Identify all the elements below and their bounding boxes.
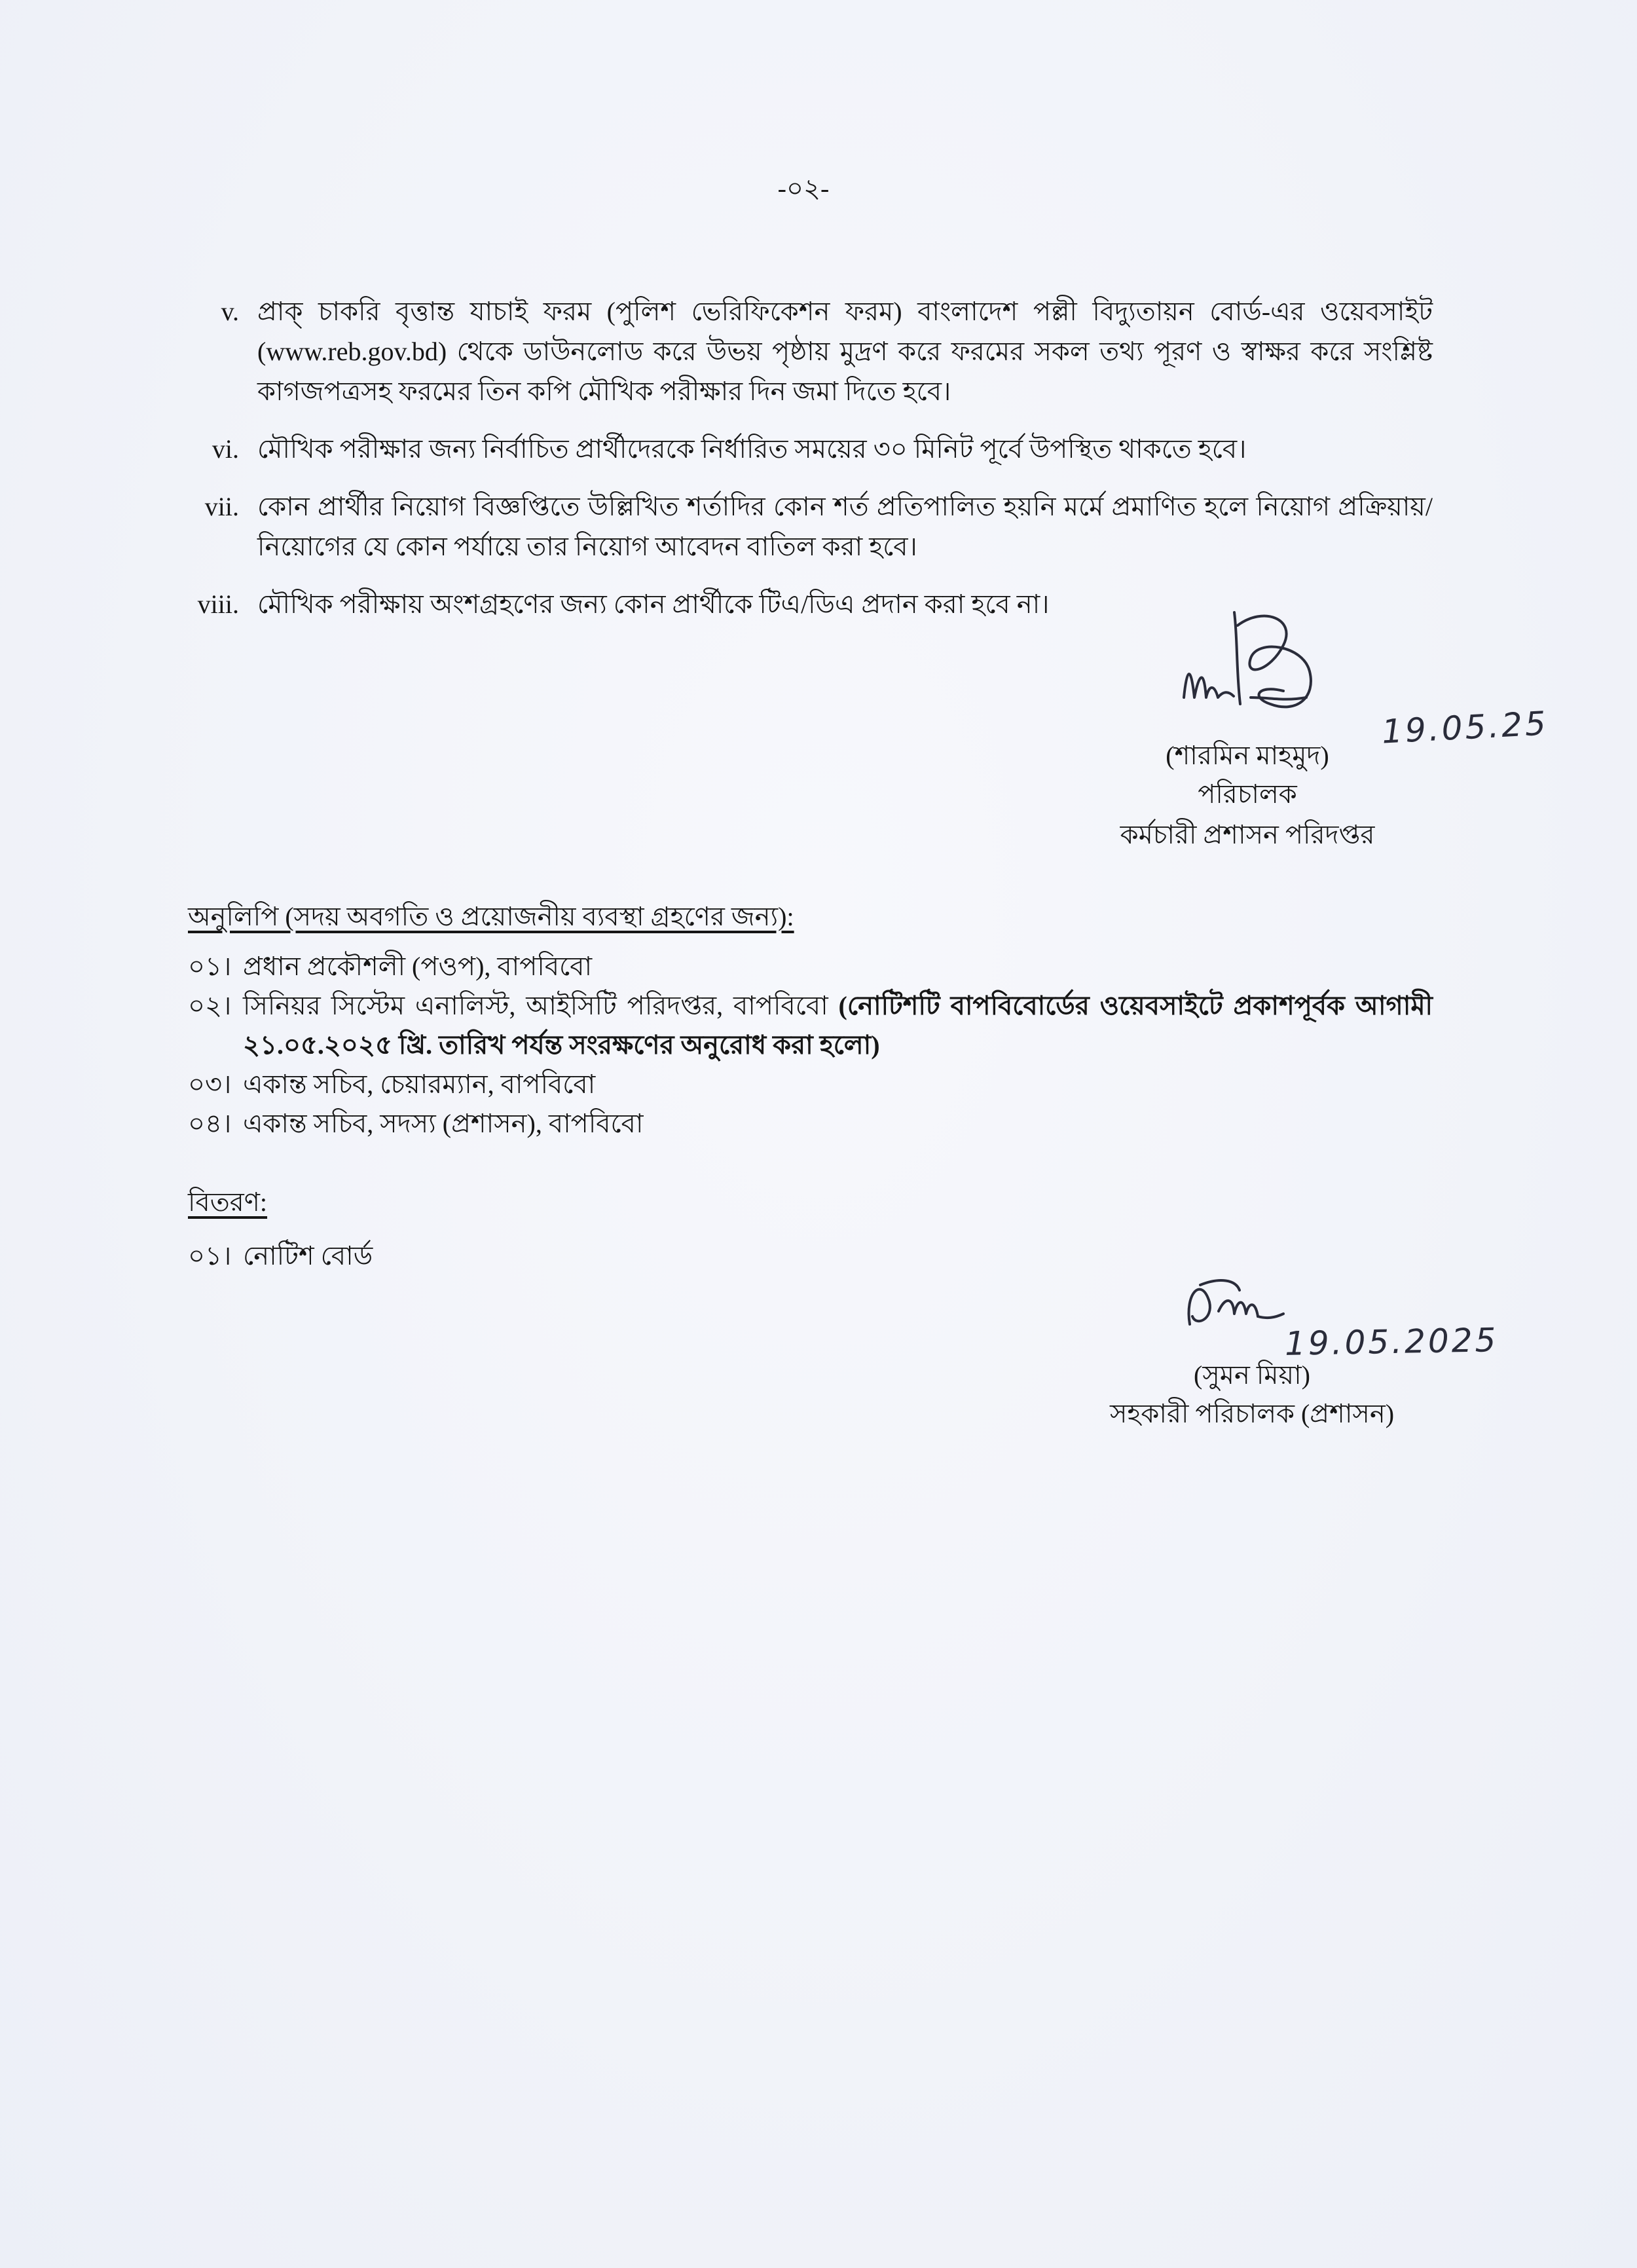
signature-date: 19.05.2025 <box>1284 1321 1499 1363</box>
requirement-text: কোন প্রার্থীর নিয়োগ বিজ্ঞপ্তিতে উল্লিখিত শর্তাদির কোন শর্ত প্রতিপালিত হয়নি মর্মে প্রমাণিত হলে নিয়োগ প্রক্রিয়ায়/ নিয়োগের যে কোন পর্যায়ে তার নিয়োগ আবেদন বাতিল করা হবে। <box>257 492 1433 561</box>
requirement-number: viii. <box>197 589 239 619</box>
requirement-item <box>164 291 1433 411</box>
signatory-designation: সহকারী পরিচালক (প্রশাসন) <box>1109 1399 1395 1428</box>
list-text: সিনিয়র সিস্টেম এনালিস্ট, আইসিটি পরিদপ্তর, বাপবিবো <box>243 991 828 1020</box>
requirement-number: vii. <box>204 492 239 521</box>
requirement-item <box>164 429 1433 469</box>
list-text: নোটিশ বোর্ড <box>243 1241 373 1271</box>
list-number: ০৩। <box>188 1069 232 1099</box>
signature-director <box>1172 599 1369 730</box>
bold-note: (নোটিশটি বাপবিবোর্ডের ওয়েবসাইটে প্রকাশপূর্বক আগামী ২১.০৫.২০২৫ খ্রি. তারিখ পর্যন্ত সংরক্ষণের অনুরোধ করা হলো) <box>243 991 1433 1060</box>
list-number: ০১। <box>188 952 232 981</box>
list-item <box>188 947 1433 986</box>
list-number: ০৪। <box>188 1109 232 1138</box>
list-text-with-note <box>243 986 1433 1065</box>
copy-to-heading: অনুলিপি (সদয় অবগতি ও প্রয়োজনীয় ব্যবস্থা গ্রহণের জন্য): <box>188 902 794 931</box>
copy-to-section <box>188 897 1433 1143</box>
signatory-name: (শারমিন মাহমুদ) <box>1166 741 1329 770</box>
signatory-office: কর্মচারী প্রশাসন পরিদপ্তর <box>1120 820 1375 849</box>
list-text: প্রধান প্রকৌশলী (পওপ), বাপবিবো <box>243 952 593 981</box>
distribution-section <box>188 1182 1433 1276</box>
list-item <box>188 1065 1433 1104</box>
copy-to-list <box>188 947 1433 1143</box>
list-number: ০১। <box>188 1241 232 1271</box>
list-item <box>188 1104 1433 1143</box>
signatory-name: (সুমন মিয়া) <box>1194 1360 1310 1390</box>
requirement-number: vi. <box>212 434 239 464</box>
requirement-item <box>164 487 1433 567</box>
list-item <box>188 986 1433 1065</box>
requirement-text: প্রাক্ চাকরি বৃত্তান্ত যাচাই ফরম (পুলিশ ভেরিফিকেশন ফরম) বাংলাদেশ পল্লী বিদ্যুতায়ন বোর্ড-এর ওয়েবসাইট (www.reb.gov.bd) থেকে ডাউনলোড করে উভয় পৃষ্ঠায় মুদ্রণ করে ফরমের সকল তথ্য পূরণ ও স্বাক্ষর করে সংশ্লিষ্ট কাগজপত্রসহ ফরমের তিন কপি মৌখিক পরীক্ষার দিন জমা দিতে হবে। <box>257 297 1433 406</box>
page-number: -০২- <box>777 174 830 203</box>
signatory-block <box>1051 736 1444 854</box>
list-number: ০২। <box>188 991 232 1020</box>
distribution-heading: বিতরণ: <box>188 1187 268 1217</box>
signatory-block <box>1056 1356 1448 1433</box>
requirements-list <box>164 291 1433 642</box>
list-text: একান্ত সচিব, চেয়ারম্যান, বাপবিবো <box>243 1069 596 1099</box>
list-text: একান্ত সচিব, সদস্য (প্রশাসন), বাপবিবো <box>243 1109 644 1138</box>
requirement-text: মৌখিক পরীক্ষায় অংশগ্রহণের জন্য কোন প্রার্থীকে টিএ/ডিএ প্রদান করা হবে না। <box>257 589 1050 619</box>
signature-date: 19.05.25 <box>1380 704 1549 751</box>
requirement-number: v. <box>221 297 239 326</box>
requirement-text: মৌখিক পরীক্ষার জন্য নির্বাচিত প্রার্থীদেরকে নির্ধারিত সময়ের ৩০ মিনিট পূর্বে উপস্থিত থাকতে হবে। <box>257 434 1247 464</box>
signatory-designation: পরিচালক <box>1198 779 1297 809</box>
